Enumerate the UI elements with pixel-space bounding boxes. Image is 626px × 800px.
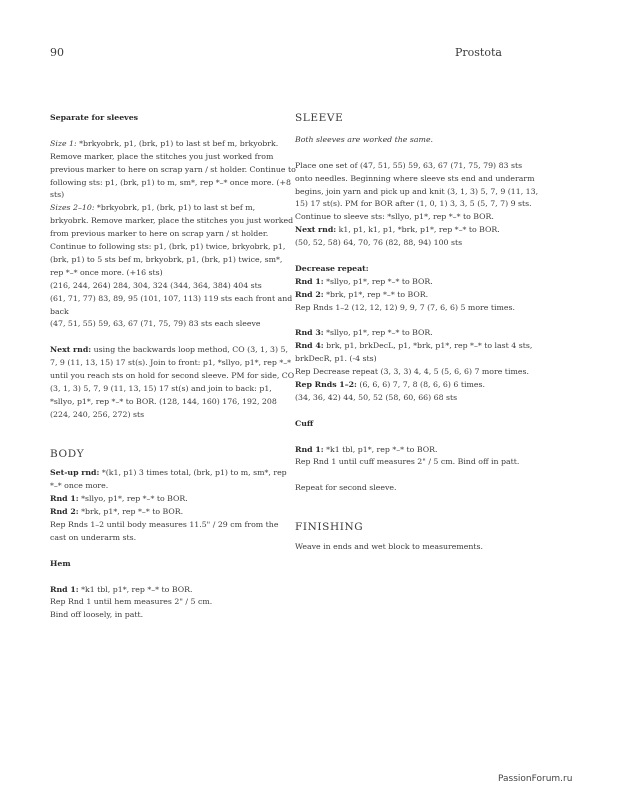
cuff-rnd1-label: Rnd 1: bbox=[295, 444, 324, 454]
dec-rnd3-text: *sllyo, p1*, rep *–* to BOR. bbox=[323, 328, 433, 338]
dec-rnd2-text: *brk, p1*, rep *–* to BOR. bbox=[323, 289, 429, 299]
size1-label: Size 1: bbox=[50, 138, 77, 148]
dec-rnd2-label: Rnd 2: bbox=[295, 289, 324, 299]
sizes-paragraph bbox=[50, 202, 296, 279]
sizes-text: *brkyobrk, p1, (brk, p1) to last st bef m, brkyobrk. Remove marker, place the stitches you just worked from previous marker to here on scrap yarn / st holder. Continue to following sts: p1, (brk, p1) twice, brkyobrk, p1, (brk, p1) to 5 sts bef m, brkyobrk, p1, (brk, p1) twice, sm*, rep *–* once more. (+16 sts) bbox=[50, 203, 294, 277]
dec-rnd3-line bbox=[295, 327, 541, 340]
body-heading: BODY bbox=[50, 447, 85, 460]
sleeve-next-text: k1, p1, k1, p1, *brk, p1*, rep *–* to BOR. bbox=[336, 225, 500, 235]
sleeve-next-label: Next rnd: bbox=[295, 225, 337, 235]
watermark: PassionForum.ru bbox=[498, 774, 573, 784]
left-column bbox=[50, 112, 296, 622]
setup-paragraph bbox=[50, 467, 296, 493]
dec-rnd3-label: Rnd 3: bbox=[295, 328, 324, 338]
counts-line: (216, 244, 264) 284, 304, 324 (344, 364, 384) 404 sts bbox=[50, 280, 262, 290]
cuff-heading: Cuff bbox=[295, 418, 314, 428]
dec-rnd1-label: Rnd 1: bbox=[295, 276, 324, 286]
rnd2-line bbox=[50, 506, 296, 519]
setup-label: Set-up rnd: bbox=[50, 468, 100, 478]
cuff-repeat-second: Repeat for second sleeve. bbox=[295, 483, 397, 493]
cuff-rnd1-text: *k1 tbl, p1*, rep *–* to BOR. bbox=[323, 444, 438, 454]
hem-heading: Hem bbox=[50, 558, 71, 568]
rnd2-text: *brk, p1*, rep *–* to BOR. bbox=[78, 507, 184, 517]
counts-line: (47, 51, 55) 59, 63, 67 (71, 75, 79) 83 sts each sleeve bbox=[50, 319, 261, 329]
hem-bind-off: Bind off loosely, in patt. bbox=[50, 610, 144, 620]
rnd1-line bbox=[50, 493, 296, 506]
dec-rep3-label: Rep Rnds 1–2: bbox=[295, 380, 357, 390]
dec-rnd1-line bbox=[295, 276, 541, 289]
dec-rnd1-text: *sllyo, p1*, rep *–* to BOR. bbox=[323, 276, 433, 286]
cuff-repeat: Rep Rnd 1 until cuff measures 2" / 5 cm. Bind off in patt. bbox=[295, 457, 520, 467]
finishing-text: Weave in ends and wet block to measurements. bbox=[295, 541, 483, 551]
counts-line: (61, 71, 77) 83, 89, 95 (101, 107, 113) 119 sts each front and back bbox=[50, 293, 293, 316]
dec-rnd4-line bbox=[295, 340, 541, 366]
dec-rnd2-line bbox=[295, 289, 541, 302]
rnd2-label: Rnd 2: bbox=[50, 507, 79, 517]
dec-counts: (34, 36, 42) 44, 50, 52 (58, 60, 66) 68 sts bbox=[295, 392, 458, 402]
sizes-label: Sizes 2–10: bbox=[50, 203, 95, 213]
hem-rnd1-text: *k1 tbl, p1*, rep *–* to BOR. bbox=[78, 584, 193, 594]
rnd1-text: *sllyo, p1*, rep *–* to BOR. bbox=[78, 494, 188, 504]
dec-rnd4-text: brk, p1, brkDecL, p1, *brk, p1*, rep *–* to last 4 sts, brkDecR, p1. (-4 sts) bbox=[295, 341, 533, 364]
next-rnd-paragraph bbox=[50, 344, 296, 421]
separate-heading: Separate for sleeves bbox=[50, 113, 139, 122]
page-number: 90 bbox=[50, 46, 64, 59]
hem-rnd1-line bbox=[50, 584, 296, 597]
sleeve-heading: SLEEVE bbox=[295, 112, 344, 124]
hem-repeat: Rep Rnd 1 until hem measures 2" / 5 cm. bbox=[50, 597, 213, 607]
sleeve-next-counts: (50, 52, 58) 64, 70, 76 (82, 88, 94) 100 sts bbox=[295, 238, 463, 248]
sleeve-paragraph: Place one set of (47, 51, 55) 59, 63, 67 (71, 75, 79) 83 sts onto needles. Beginning where sleeve sts end and underarm begins, join yarn and pick up and knit (3, 1, 3) 5, 7, 9 (11, 13, 15) 17 st(s). PM for BOR after (1, 0, 1) 3, 3, 5 (5, 7, 7) 9 sts. Continue to sleeve sts: *sllyo, p1*, rep *–* to BOR. bbox=[295, 160, 539, 222]
cuff-rnd1-line bbox=[295, 444, 541, 457]
dec-rep3-text: (6, 6, 6) 7, 7, 8 (8, 6, 6) 6 times. bbox=[356, 380, 485, 390]
dec-repeat-2: Rep Decrease repeat (3, 3, 3) 4, 4, 5 (5, 6, 6) 7 more times. bbox=[295, 367, 529, 377]
finishing-heading: FINISHING bbox=[295, 520, 364, 533]
next-rnd-text: using the backwards loop method, CO (3, 1, 3) 5, 7, 9 (11, 13, 15) 17 st(s). Join to front: p1, *sllyo, p1*, rep *–* until you reach sts on hold for second sleeve. PM for side, CO (3, 1, 3) 5, 7, 9 (11, 13, 15) 17 st(s) and join to back: p1, *sllyo, p1*, rep *–* to BOR. (128, 144, 160) 176, 192, 208 (224, 240, 256, 272) sts bbox=[50, 345, 295, 419]
right-column bbox=[295, 112, 541, 554]
setup-text: *(k1, p1) 3 times total, (brk, p1) to m, sm*, rep *–* once more. bbox=[50, 468, 287, 491]
dec-rnd4-label: Rnd 4: bbox=[295, 341, 324, 351]
sleeve-next-rnd bbox=[295, 224, 541, 237]
sleeve-intro: Both sleeves are worked the same. bbox=[295, 134, 434, 144]
size1-paragraph bbox=[50, 138, 296, 203]
decrease-heading: Decrease repeat: bbox=[295, 263, 369, 273]
running-title: Prostota bbox=[455, 46, 502, 59]
body-repeat: Rep Rnds 1–2 until body measures 11.5" / 29 cm from the cast on underarm sts. bbox=[50, 520, 279, 542]
dec-repeat-3 bbox=[295, 379, 541, 392]
rnd1-label: Rnd 1: bbox=[50, 494, 79, 504]
dec-repeat-1: Rep Rnds 1–2 (12, 12, 12) 9, 9, 7 (7, 6, 6) 5 more times. bbox=[295, 302, 515, 312]
next-rnd-label: Next rnd: bbox=[50, 345, 92, 355]
hem-rnd1-label: Rnd 1: bbox=[50, 584, 79, 594]
size1-text: *brkyobrk, p1, (brk, p1) to last st bef m, brkyobrk. Remove marker, place the stitches you just worked from previous marker to here on scrap yarn / st holder. Continue to following sts: p1, (brk, p1) to m, sm*, rep *–* once more. (+8 sts) bbox=[50, 138, 296, 200]
